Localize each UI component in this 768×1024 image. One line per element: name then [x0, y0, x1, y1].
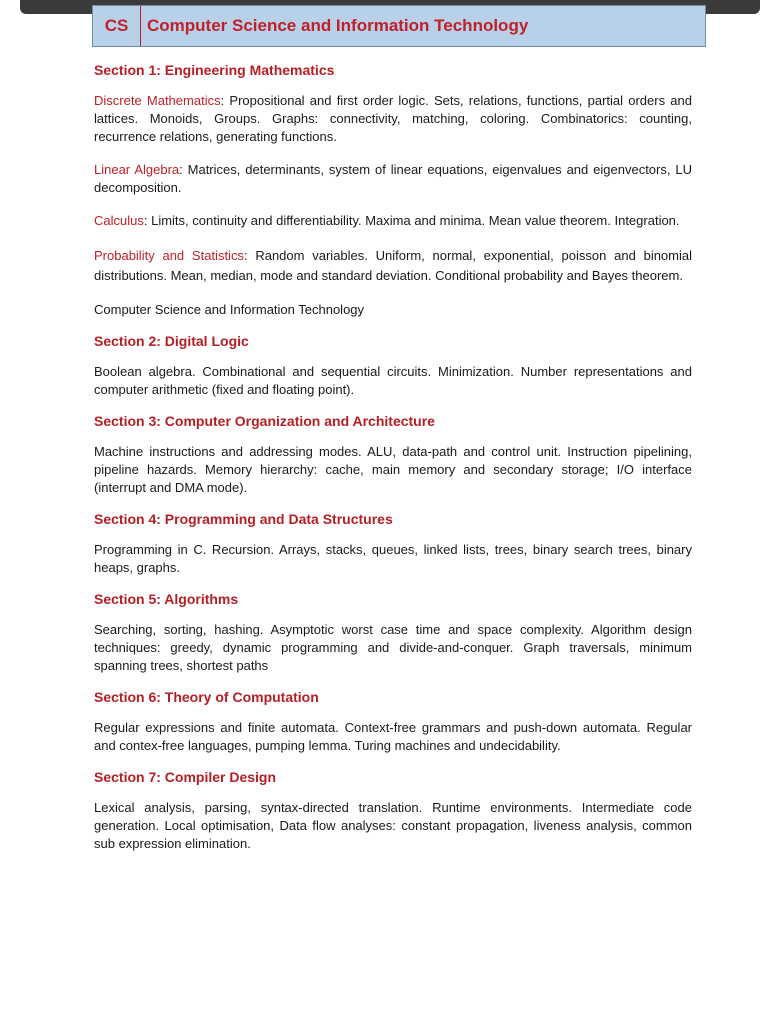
section-6-body: Regular expressions and finite automata. Context-free grammars and push-down automata. Regular and contex-free languages, pumping lemma. Turing machines and undecidability. [94, 720, 692, 753]
topic-name: Calculus [94, 213, 144, 228]
topic-probability [94, 246, 692, 286]
topic-discrete-math [94, 92, 692, 146]
section-7-body: Lexical analysis, parsing, syntax-directed translation. Runtime environments. Intermediate code generation. Local optimisation, Data flow analyses: constant propagation, liveness analysis, common sub expression elimination. [94, 800, 692, 851]
syllabus-content [94, 62, 692, 853]
section-3-heading: Section 3: Computer Organization and Architecture [94, 413, 435, 429]
paper-code: CS [93, 6, 141, 46]
section-2-heading: Section 2: Digital Logic [94, 333, 249, 349]
topic-body: : Propositional and first order logic. Sets, relations, functions, partial orders and lattices. Monoids, Groups. Graphs: connectivity, matching, coloring. Combinatorics: counting, recurrence relations, generating functions. [94, 93, 692, 144]
topic-body: : Random variables. Uniform, normal, exponential, poisson and binomial distributions. Mean, median, mode and standard deviation. Conditional probability and Bayes theorem. [94, 248, 692, 283]
paper-title: Computer Science and Information Technology [147, 16, 529, 35]
section-5-body: Searching, sorting, hashing. Asymptotic worst case time and space complexity. Algorithm design techniques: greedy, dynamic programming and divide-and-conquer. Graph traversals, minimum spanning trees, shortest paths [94, 622, 692, 673]
section-1-heading: Section 1: Engineering Mathematics [94, 62, 335, 78]
section-2-body: Boolean algebra. Combinational and sequential circuits. Minimization. Number representations and computer arithmetic (fixed and floating point). [94, 364, 692, 397]
paper-header [92, 5, 706, 47]
topic-name: Linear Algebra [94, 162, 180, 177]
topic-linear-algebra [94, 161, 692, 197]
topic-calculus [94, 212, 692, 230]
repeat-title: Computer Science and Information Technology [94, 302, 365, 317]
topic-body: : Matrices, determinants, system of linear equations, eigenvalues and eigenvectors, LU decomposition. [94, 162, 692, 195]
topic-name: Discrete Mathematics [94, 93, 221, 108]
section-4-heading: Section 4: Programming and Data Structures [94, 511, 393, 527]
section-3-body: Machine instructions and addressing modes. ALU, data-path and control unit. Instruction pipelining, pipeline hazards. Memory hierarchy: cache, main memory and secondary storage; I/O interface (interrupt and DMA mode). [94, 444, 692, 495]
section-6-heading: Section 6: Theory of Computation [94, 689, 319, 705]
section-4-body: Programming in C. Recursion. Arrays, stacks, queues, linked lists, trees, binary search trees, binary heaps, graphs. [94, 542, 692, 575]
section-5-heading: Section 5: Algorithms [94, 591, 239, 607]
section-7-heading: Section 7: Compiler Design [94, 769, 277, 785]
topic-name: Probability and Statistics [94, 248, 244, 263]
topic-body: : Limits, continuity and differentiability. Maxima and minima. Mean value theorem. Integration. [143, 213, 680, 228]
